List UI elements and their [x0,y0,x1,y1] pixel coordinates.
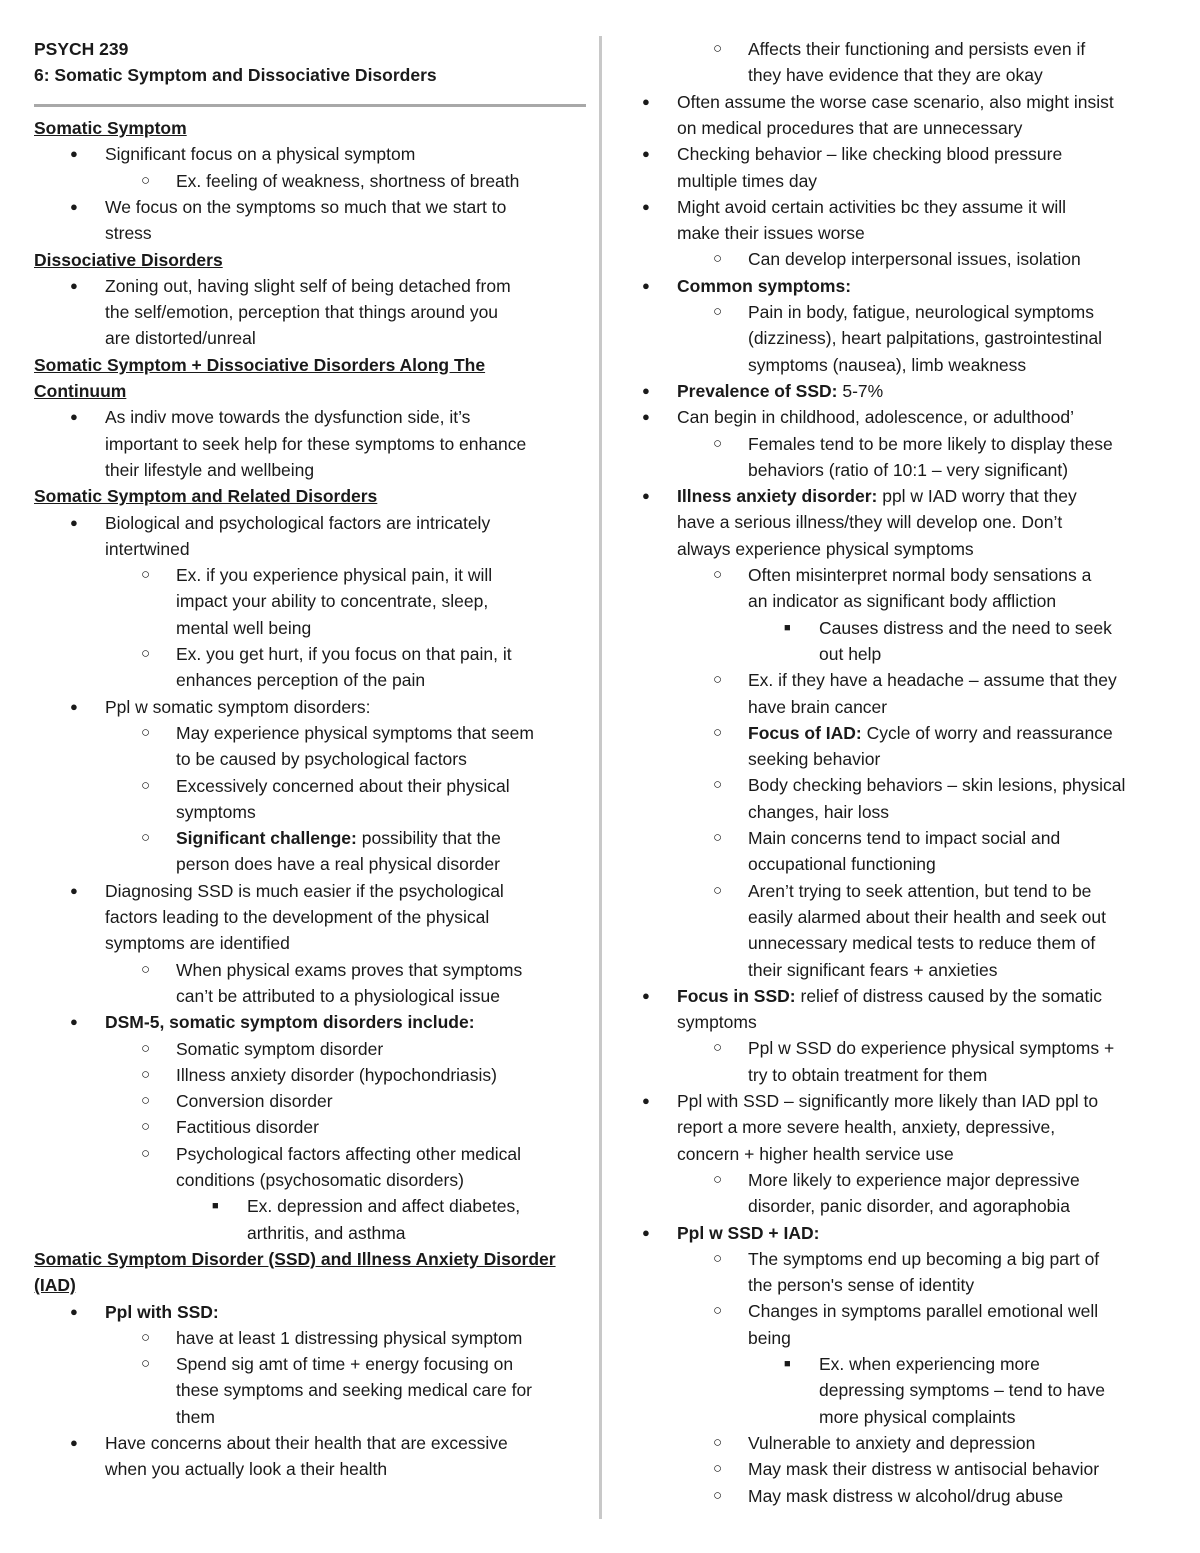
hollow-circle-bullet-icon: ○ [713,829,723,846]
sub-bullet-item: Vulnerable to anxiety and depression [748,1432,1036,1453]
sub-bullet-item: Can develop interpersonal issues, isolation [748,249,1081,270]
sub-sub-bullet-item-continuation: more physical complaints [819,1406,1016,1427]
sub-bullet-item: Ex. you get hurt, if you focus on that pain, it [176,644,512,664]
hollow-circle-bullet-icon: ○ [141,171,151,189]
hollow-circle-bullet-icon: ○ [713,566,723,583]
bullet-item [105,1299,219,1325]
filled-circle-bullet-icon: ● [642,382,650,398]
bullet-item: Have concerns about their health that are excessive [105,1433,508,1453]
filled-square-bullet-icon: ■ [784,1358,791,1370]
sub-bullet-item-continuation: their significant fears + anxieties [748,959,998,980]
sub-bullet-item-continuation: symptoms [176,801,256,822]
filled-circle-bullet-icon: ● [642,93,650,109]
bullet-item: We focus on the symptoms so much that we start to [105,196,507,217]
hollow-circle-bullet-icon: ○ [141,1039,151,1057]
bullet-item-continuation: symptoms are identified [105,933,290,954]
sub-bullet-item-continuation: symptoms (nausea), limb weakness [748,354,1027,375]
filled-circle-bullet-icon: ● [642,987,650,1003]
bold-label: Focus of IAD: [748,722,862,743]
bullet-item: Might avoid certain activities bc they assume it will [677,196,1067,217]
sub-bullet-item: May experience physical symptoms that seem [176,722,534,743]
filled-circle-bullet-icon: ● [70,146,78,162]
sub-bullet-item-continuation: them [176,1406,215,1427]
sub-bullet-item: More likely to experience major depressive [748,1169,1080,1190]
sub-bullet-item: Affects their functioning and persists even if [748,39,1086,59]
course-title: PSYCH 239 [34,39,129,59]
hollow-circle-bullet-icon: ○ [713,1170,723,1188]
sub-bullet-item-continuation: (dizziness), heart palpitations, gastrointestinal [748,328,1103,349]
sub-bullet-item: have at least 1 distressing physical symptom [176,1327,523,1348]
sub-bullet-item [176,825,501,851]
sub-bullet-item: Conversion disorder [176,1091,333,1112]
sub-sub-bullet-item: Causes distress and the need to seek [819,617,1112,638]
bullet-item-continuation: have a serious illness/they will develop one. Don’t [677,512,1063,533]
sub-bullet-item-continuation: being [748,1327,791,1348]
column-divider [599,36,602,1519]
sub-bullet-item: When physical exams proves that symptoms [176,959,523,980]
sub-sub-bullet-item-continuation: depressing symptoms – tend to have [819,1380,1105,1401]
filled-circle-bullet-icon: ● [70,514,78,530]
sub-bullet-item-continuation: enhances perception of the pain [176,670,426,691]
sub-bullet-item-continuation: impact your ability to concentrate, sleep, [176,591,489,612]
sub-bullet-item: Factitious disorder [176,1117,319,1138]
bullet-item: Biological and psychological factors are intricately [105,512,491,533]
bullet-item: Ppl with SSD – significantly more likely than IAD ppl to [677,1091,1099,1111]
filled-circle-bullet-icon: ● [642,409,650,425]
bullet-item-continuation: make their issues worse [677,223,865,244]
hollow-circle-bullet-icon: ○ [141,645,151,662]
sub-bullet-item: Ex. feeling of weakness, shortness of breath [176,170,520,191]
filled-square-bullet-icon: ■ [212,1200,219,1213]
bullet-item: As indiv move towards the dysfunction side, it’s [105,407,471,428]
bullet-item: Ppl w somatic symptom disorders: [105,696,371,717]
sub-bullet-item-continuation: conditions (psychosomatic disorders) [176,1170,464,1190]
filled-circle-bullet-icon: ● [70,277,78,293]
filled-circle-bullet-icon: ● [642,146,650,162]
bold-label: Common symptoms: [677,275,852,296]
section-heading: Dissociative Disorders [34,249,223,270]
hollow-circle-bullet-icon: ○ [141,1355,151,1373]
sub-bullet-item-continuation: easily alarmed about their health and seek out [748,906,1107,927]
bullet-item-continuation: intertwined [105,538,190,559]
bullet-item-continuation: always experience physical symptoms [677,538,974,559]
hollow-circle-bullet-icon: ○ [713,1433,723,1451]
bullet-item [677,273,851,299]
bullet-item-continuation: their lifestyle and wellbeing [105,459,315,480]
bold-label: Illness anxiety disorder: [677,486,878,507]
header-divider [34,104,586,107]
hollow-circle-bullet-icon: ○ [141,1065,151,1083]
sub-bullet-item: Ex. if you experience physical pain, it will [176,565,493,586]
bullet-item: Often assume the worse case scenario, also might insist [677,91,1114,112]
item-text: possibility that the [356,828,501,849]
sub-bullet-item: Somatic symptom disorder [176,1038,384,1059]
hollow-circle-bullet-icon: ○ [713,1249,723,1267]
item-text: relief of distress caused by the somatic [795,985,1103,1006]
section-heading: Somatic Symptom Disorder (SSD) and Illness Anxiety Disorder [34,1248,556,1269]
sub-bullet-item-continuation: try to obtain treatment for them [748,1064,988,1085]
hollow-circle-bullet-icon: ○ [713,40,723,57]
bullet-item-continuation: are distorted/unreal [105,328,256,349]
filled-circle-bullet-icon: ● [642,198,650,214]
sub-bullet-item-continuation: to be caused by psychological factors [176,749,467,770]
bullet-item-continuation: on medical procedures that are unnecessary [677,117,1023,138]
bullet-item: Zoning out, having slight self of being detached from [105,275,511,296]
bullet-item [677,483,1077,509]
filled-square-bullet-icon: ■ [784,621,791,634]
bullet-item: Checking behavior – like checking blood pressure [677,144,1063,165]
sub-bullet-item-continuation: seeking behavior [748,749,881,770]
bold-label: Significant challenge: [176,828,357,849]
sub-bullet-item: Spend sig amt of time + energy focusing on [176,1354,514,1375]
section-heading: (IAD) [34,1275,76,1296]
section-heading: Somatic Symptom and Related Disorders [34,486,378,507]
item-text: 5-7% [837,380,884,401]
sub-sub-bullet-item: Ex. depression and affect diabetes, [247,1196,521,1217]
bullet-item-continuation: factors leading to the development of the physical [105,907,490,927]
sub-bullet-item: Ppl w SSD do experience physical symptoms + [748,1038,1115,1059]
section-heading: Somatic Symptom [34,118,187,138]
sub-bullet-item: May mask their distress w antisocial behavior [748,1459,1100,1480]
sub-sub-bullet-item-continuation: out help [819,643,882,664]
sub-bullet-item-continuation: they have evidence that they are okay [748,65,1043,86]
filled-circle-bullet-icon: ● [70,1014,78,1030]
sub-bullet-item: Psychological factors affecting other medical [176,1143,521,1164]
filled-circle-bullet-icon: ● [642,277,650,293]
filled-circle-bullet-icon: ● [70,1435,78,1450]
sub-bullet-item-continuation: these symptoms and seeking medical care for [176,1380,532,1401]
hollow-circle-bullet-icon: ○ [141,1328,151,1346]
bold-label: Ppl w SSD + IAD: [677,1222,820,1243]
hollow-circle-bullet-icon: ○ [141,566,151,584]
sub-bullet-item: Excessively concerned about their physical [176,775,510,796]
sub-sub-bullet-item-continuation: arthritis, and asthma [247,1222,406,1243]
sub-bullet-item: Main concerns tend to impact social and [748,828,1061,848]
sub-bullet-item-continuation: person does have a real physical disorder [176,854,500,875]
sub-bullet-item: Changes in symptoms parallel emotional well [748,1301,1099,1322]
sub-bullet-item-continuation: changes, hair loss [748,801,890,822]
sub-bullet-item-continuation: disorder, panic disorder, and agoraphobia [748,1196,1071,1217]
section-heading: Continuum [34,381,127,401]
hollow-circle-bullet-icon: ○ [713,1039,723,1057]
bullet-item [677,378,883,404]
bullet-item-continuation: symptoms [677,1012,757,1033]
hollow-circle-bullet-icon: ○ [713,1460,723,1478]
hollow-circle-bullet-icon: ○ [141,723,151,741]
section-heading: Somatic Symptom + Dissociative Disorders Along The [34,354,486,375]
sub-bullet-item-continuation: mental well being [176,617,312,638]
sub-bullet-item: Often misinterpret normal body sensations a [748,565,1092,585]
hollow-circle-bullet-icon: ○ [713,303,723,320]
filled-circle-bullet-icon: ● [70,698,78,714]
hollow-circle-bullet-icon: ○ [141,960,151,978]
sub-bullet-item-continuation: unnecessary medical tests to reduce them of [748,933,1096,954]
sub-bullet-item: Illness anxiety disorder (hypochondriasis) [176,1064,497,1085]
bullet-item-continuation: the self/emotion, perception that things around you [105,302,499,323]
filled-circle-bullet-icon: ● [642,488,650,504]
hollow-circle-bullet-icon: ○ [141,776,151,794]
hollow-circle-bullet-icon: ○ [713,1486,723,1504]
filled-circle-bullet-icon: ● [642,1093,650,1108]
bullet-item-continuation: important to seek help for these symptoms to enhance [105,433,527,454]
hollow-circle-bullet-icon: ○ [141,1144,151,1162]
sub-bullet-item: Aren’t trying to seek attention, but tend to be [748,880,1092,901]
sub-bullet-item-continuation: occupational functioning [748,854,936,875]
sub-bullet-item-continuation: an indicator as significant body affliction [748,591,1057,612]
sub-bullet-item: The symptoms end up becoming a big part of [748,1248,1100,1269]
hollow-circle-bullet-icon: ○ [713,881,723,899]
filled-circle-bullet-icon: ● [70,198,78,214]
bullet-item-continuation: when you actually look a their health [105,1459,388,1480]
sub-bullet-item: May mask distress w alcohol/drug abuse [748,1485,1064,1506]
bullet-item [105,1009,475,1035]
bullet-item: Can begin in childhood, adolescence, or adulthood’ [677,407,1074,428]
sub-bullet-item: Body checking behaviors – skin lesions, physical [748,775,1126,796]
bullet-item: Significant focus on a physical symptom [105,144,416,165]
sub-bullet-item-continuation: have brain cancer [748,696,888,717]
bullet-item-continuation: multiple times day [677,170,818,191]
bullet-item: Diagnosing SSD is much easier if the psychological [105,880,504,901]
hollow-circle-bullet-icon: ○ [141,829,151,847]
chapter-title: 6: Somatic Symptom and Dissociative Disorders [34,65,437,85]
sub-bullet-item-continuation: can’t be attributed to a physiological issue [176,985,500,1006]
sub-bullet-item-continuation: behaviors (ratio of 10:1 – very significant) [748,459,1069,480]
item-text: ppl w IAD worry that they [877,486,1077,507]
sub-bullet-item-continuation: the person's sense of identity [748,1275,975,1296]
bold-label: Ppl with SSD: [105,1301,219,1322]
sub-bullet-item: Females tend to be more likely to display these [748,433,1113,454]
bullet-item-continuation: concern + higher health service use [677,1143,954,1164]
hollow-circle-bullet-icon: ○ [713,434,723,452]
bullet-item-continuation: stress [105,223,152,244]
filled-circle-bullet-icon: ● [70,882,78,898]
bullet-item [677,1220,819,1246]
hollow-circle-bullet-icon: ○ [713,671,723,689]
sub-bullet-item: Ex. if they have a headache – assume that they [748,670,1117,691]
filled-circle-bullet-icon: ● [642,1224,650,1240]
item-text: Cycle of worry and reassurance [861,722,1113,743]
hollow-circle-bullet-icon: ○ [141,1092,151,1110]
sub-sub-bullet-item: Ex. when experiencing more [819,1354,1040,1374]
bullet-item [677,983,1102,1009]
hollow-circle-bullet-icon: ○ [141,1118,151,1136]
hollow-circle-bullet-icon: ○ [713,776,723,794]
filled-circle-bullet-icon: ● [70,409,78,425]
bold-label: DSM-5, somatic symptom disorders include: [105,1012,475,1033]
hollow-circle-bullet-icon: ○ [713,1302,723,1320]
bullet-item-continuation: report a more severe health, anxiety, depressive, [677,1117,1056,1138]
bold-label: Focus in SSD: [677,985,796,1006]
sub-bullet-item [748,720,1113,746]
filled-circle-bullet-icon: ● [70,1303,78,1319]
hollow-circle-bullet-icon: ○ [713,250,723,268]
hollow-circle-bullet-icon: ○ [713,723,723,741]
bold-label: Prevalence of SSD: [677,380,838,401]
sub-bullet-item: Pain in body, fatigue, neurological symptoms [748,302,1094,322]
